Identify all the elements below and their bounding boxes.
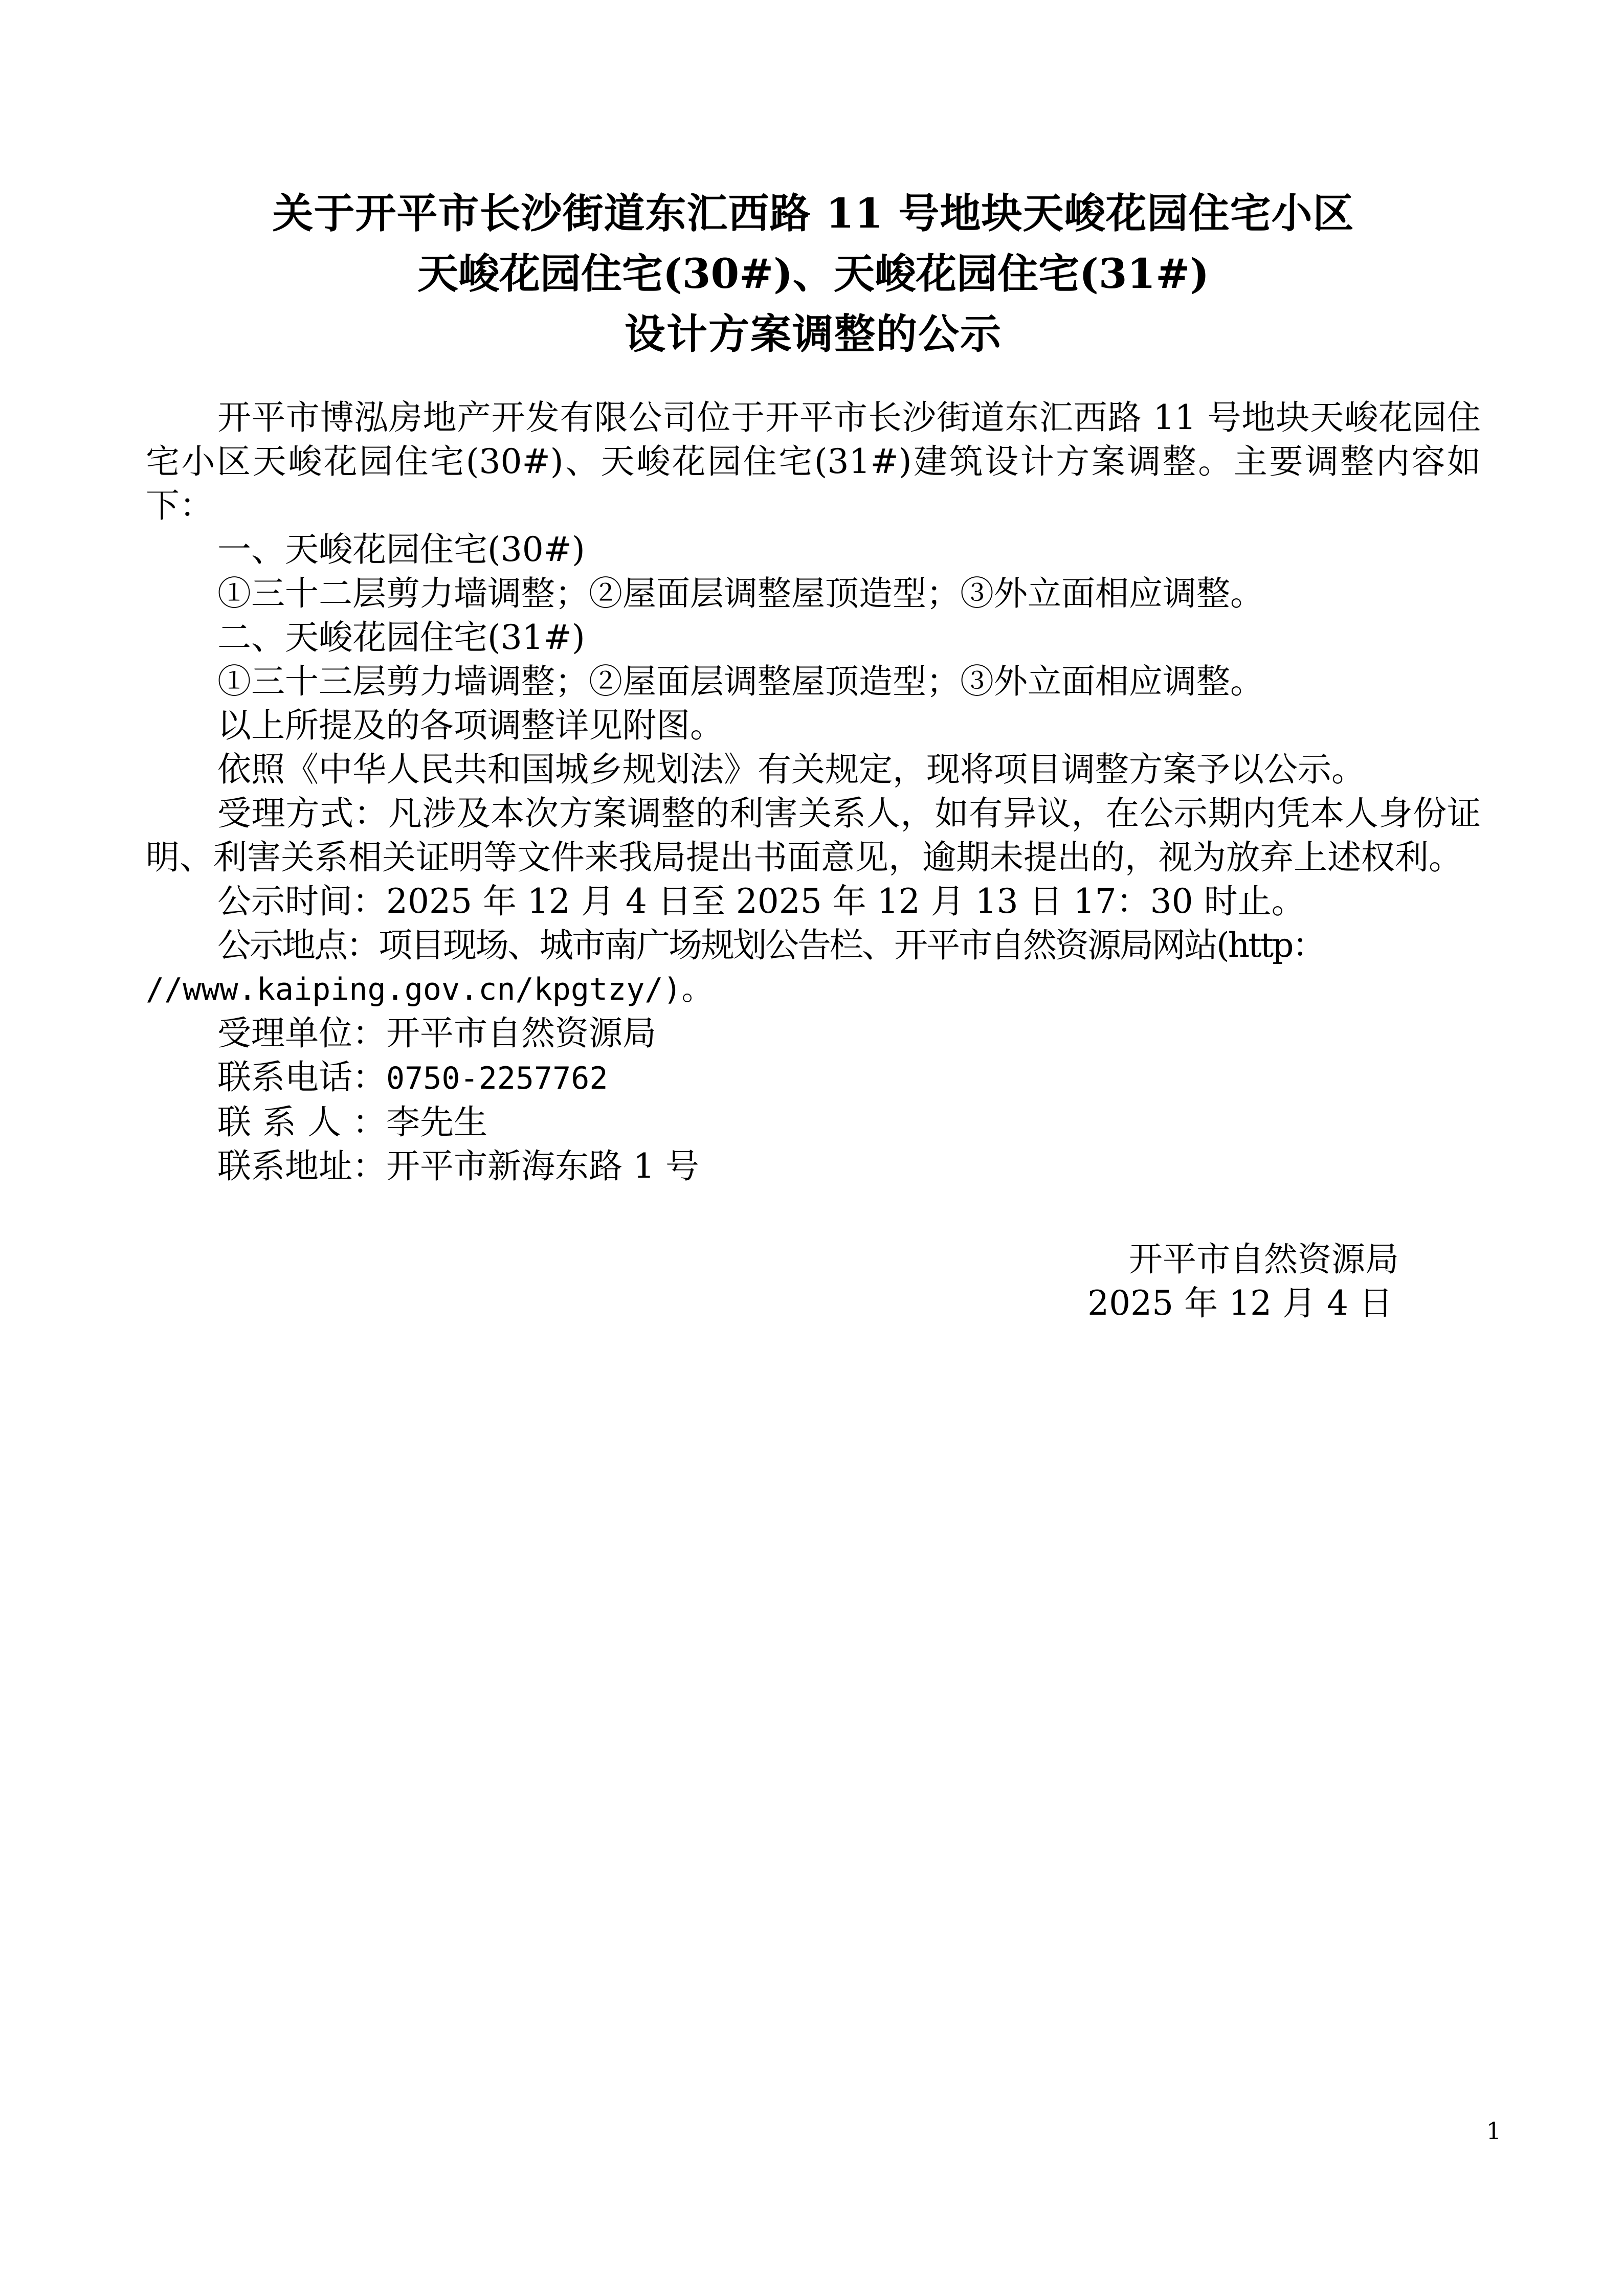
signature-block [146,1237,1481,1325]
contact-phone-value: 0750-2257762 [386,1061,608,1096]
paragraph-item1-heading: 一、天峻花园住宅(30#) [217,530,585,569]
page-content [146,0,1481,1325]
contact-phone-label: 联系电话： [217,1057,386,1097]
paragraph-item2-heading: 二、天峻花园住宅(31#) [217,618,585,657]
title-line-2: 天峻花园住宅(30#)、天峻花园住宅(31#) [417,250,1210,298]
contact-unit-label: 受理单位： [217,1014,386,1053]
signature-issuer: 开平市自然资源局 [1129,1240,1399,1279]
title-line-1: 关于开平市长沙街道东汇西路 11 号地块天峻花园住宅小区 [272,189,1354,237]
contact-address-row [146,1144,1481,1188]
contact-unit-value: 开平市自然资源局 [386,1014,656,1053]
page-number: 1 [1486,2117,1501,2145]
document-body [146,396,1481,1188]
signature-date: 2025 年 12 月 4 日 [1087,1284,1393,1323]
paragraph-legal-basis: 依照《中华人民共和国城乡规划法》有关规定，现将项目调整方案予以公示。 [217,750,1365,789]
contact-person-row [146,1100,1481,1144]
contact-address-label: 联系地址： [217,1146,386,1186]
contact-unit-row [146,1011,1481,1055]
publicity-location-url: //www.kaiping.gov.cn/kpgtzy/)。 [146,972,713,1007]
paragraph-publicity-period: 公示时间：2025 年 12 月 4 日至 2025 年 12 月 13 日 17：30 时止。 [217,882,1305,921]
paragraph-acceptance-method: 受理方式：凡涉及本次方案调整的利害关系人，如有异议，在公示期内凭本人身份证明、利害关系相关证明等文件来我局提出书面意见，逾期未提出的，视为放弃上述权利。 [146,794,1481,877]
contact-phone-row [146,1055,1481,1100]
document-title [146,0,1481,364]
publicity-location-text: 公示地点：项目现场、城市南广场规划公告栏、开平市自然资源局网站(http： [217,926,1325,965]
paragraph-item1-detail: ①三十二层剪力墙调整；②屋面层调整屋顶造型；③外立面相应调整。 [217,574,1264,613]
paragraph-attachments-note: 以上所提及的各项调整详见附图。 [217,706,724,745]
title-line-3: 设计方案调整的公示 [625,310,1002,358]
contact-person-label: 联系人 [217,1102,352,1142]
contact-person-colon: ： [352,1102,386,1142]
paragraph-publicity-location [146,924,1481,967]
contact-address-value: 开平市新海东路 1 号 [386,1146,699,1186]
paragraph-intro: 开平市博泓房地产开发有限公司位于开平市长沙街道东汇西路 11 号地块天峻花园住宅小区天峻花园住宅(30#)、天峻花园住宅(31#)建筑设计方案调整。主要调整内容如下： [146,398,1481,525]
paragraph-item2-detail: ①三十三层剪力墙调整；②屋面层调整屋顶造型；③外立面相应调整。 [217,662,1264,701]
contact-person-value: 李先生 [386,1102,487,1142]
